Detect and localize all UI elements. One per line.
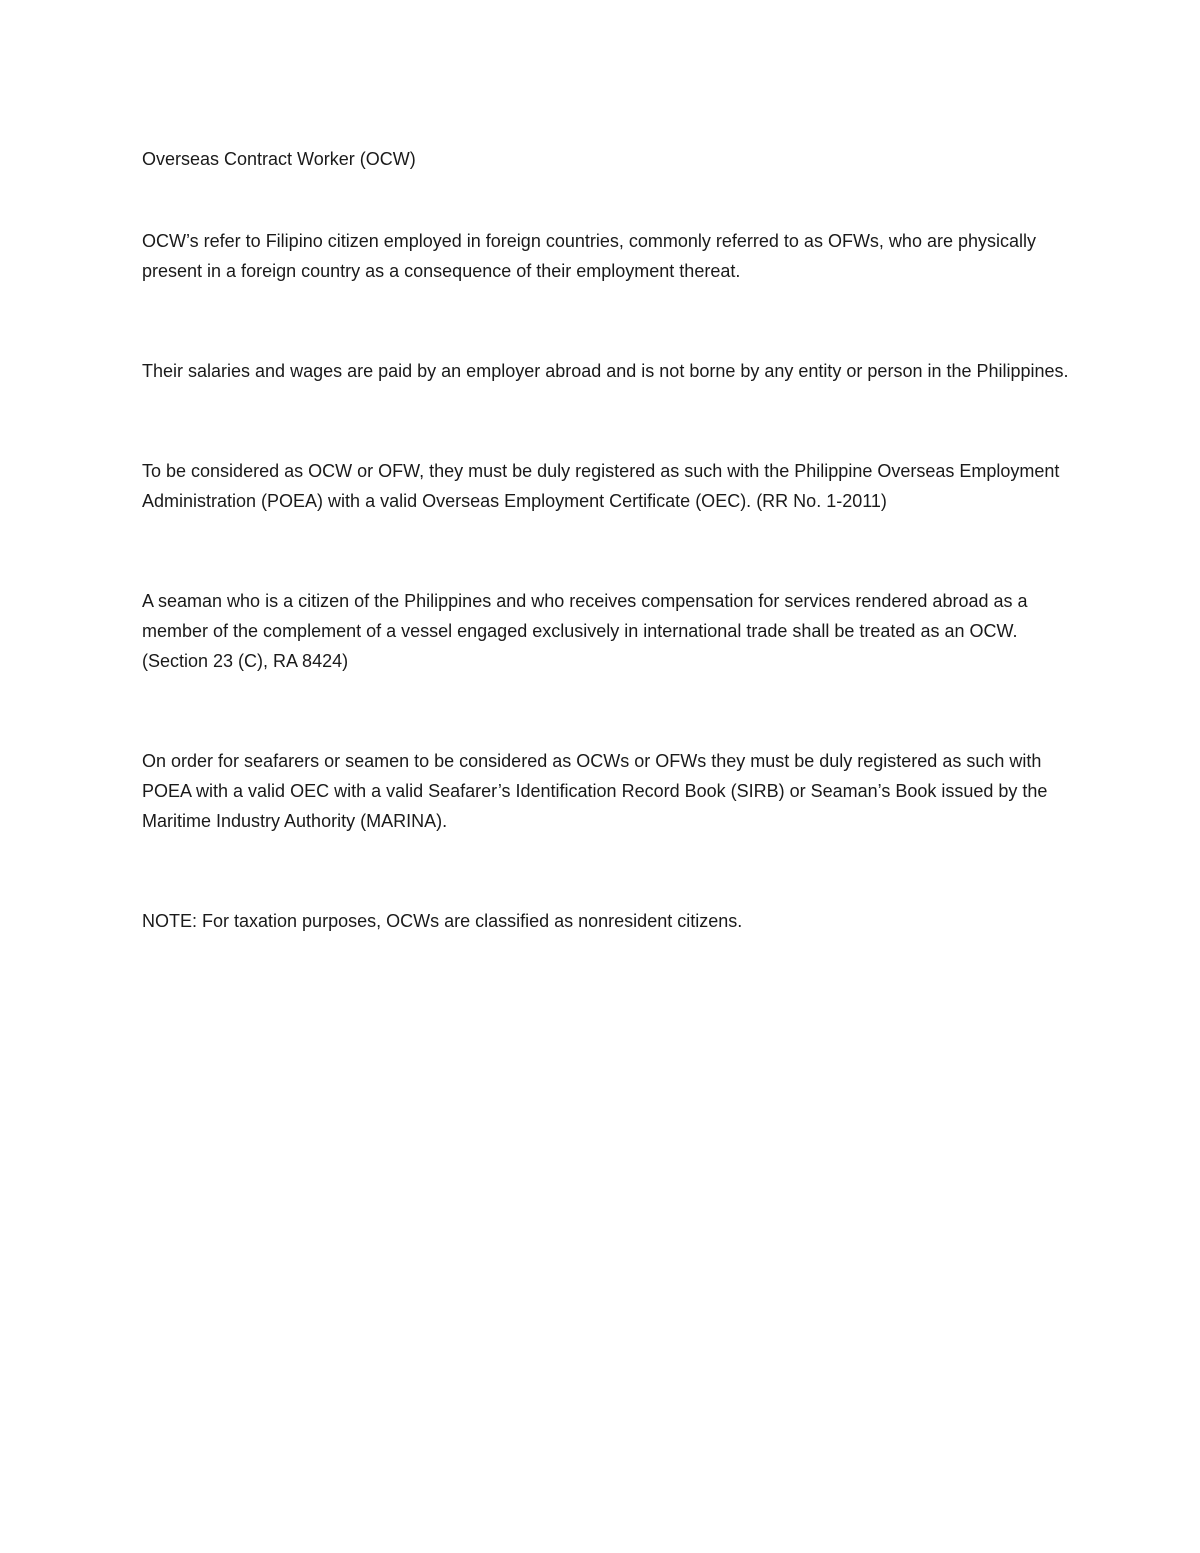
paragraph-seafarers: On order for seafarers or seamen to be considered as OCWs or OFWs they must be duly registered as such with POEA with a valid OEC with a valid Seafarer’s Identification Record Book (SIRB) or Seaman’s Book issued by the Maritime Industry Authority (MARINA). xyxy=(142,751,1048,831)
document-body xyxy=(142,144,1072,936)
paragraph-note: NOTE: For taxation purposes, OCWs are classified as nonresident citizens. xyxy=(142,911,743,931)
paragraph-seaman: A seaman who is a citizen of the Philippines and who receives compensation for services rendered abroad as a member of the complement of a vessel engaged exclusively in international trade shall be treated as an OCW. (Section 23 (C), RA 8424) xyxy=(142,591,1028,671)
document-title: Overseas Contract Worker (OCW) xyxy=(142,149,416,169)
paragraph-registration: To be considered as OCW or OFW, they must be duly registered as such with the Philippine Overseas Employment Administration (POEA) with a valid Overseas Employment Certificate (OEC). (RR No. 1-2011) xyxy=(142,461,1060,511)
paragraph-salaries: Their salaries and wages are paid by an employer abroad and is not borne by any entity or person in the Philippines. xyxy=(142,361,1069,381)
paragraph-ocw-definition: OCW’s refer to Filipino citizen employed in foreign countries, commonly referred to as OFWs, who are physically present in a foreign country as a consequence of their employment thereat. xyxy=(142,231,1036,281)
